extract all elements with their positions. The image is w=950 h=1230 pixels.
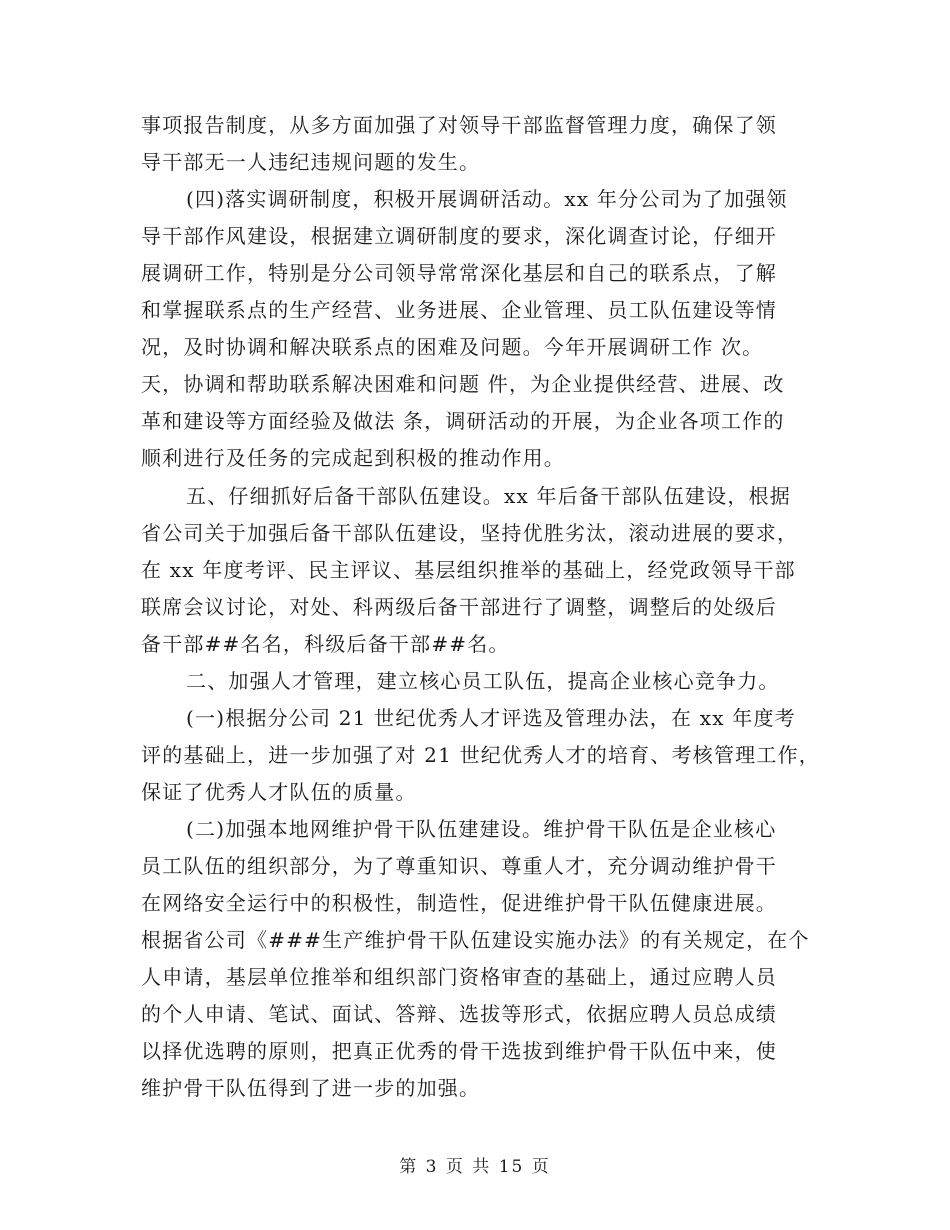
body-line: 事项报告制度，从多方面加强了对领导干部监督管理力度，确保了领: [141, 113, 777, 137]
section-heading: 二、加强人才管理，建立核心员工队伍，提高企业核心竞争力。: [186, 669, 780, 693]
body-line: 人申请，基层单位推举和组织部门资格审查的基础上，通过应聘人员: [141, 965, 777, 989]
body-line: 维护骨干队伍得到了进一步的加强。: [141, 1076, 481, 1100]
body-line: 根据省公司《###生产维护骨干队伍建设实施办法》的有关规定，在个: [141, 928, 810, 952]
body-line: 保证了优秀人才队伍的质量。: [141, 780, 417, 804]
body-line: 以择优选聘的原则，把真正优秀的骨干选拔到维护骨干队伍中来，使: [141, 1039, 777, 1063]
paragraph-start-line: (一)根据分公司 21 世纪优秀人才评选及管理办法，在 xx 年度考: [186, 706, 796, 730]
paragraph-start-line: (二)加强本地网维护骨干队伍建建设。维护骨干队伍是企业核心: [186, 817, 777, 841]
body-line: 导干部作风建设，根据建立调研制度的要求，深化调查讨论，仔细开: [141, 224, 777, 248]
body-line: 评的基础上，进一步加强了对 21 世纪优秀人才的培育、考核管理工作，: [141, 743, 820, 767]
body-line: 在 xx 年度考评、民主评议、基层组织推举的基础上，经党政领导干部: [141, 558, 796, 582]
paragraph-start-line: 五、仔细抓好后备干部队伍建设。xx 年后备干部队伍建设，根据: [186, 484, 791, 508]
body-line: 况，及时协调和解决联系点的困难及问题。今年开展调研工作 次。: [141, 335, 764, 359]
body-line: 备干部##名名，科级后备干部##名。: [141, 632, 510, 656]
body-line: 顺利进行及任务的完成起到积极的推动作用。: [141, 446, 565, 470]
body-line: 省公司关于加强后备干部队伍建设，坚持优胜劣汰，滚动进展的要求，: [141, 521, 799, 545]
body-line: 员工队伍的组织部分，为了尊重知识、尊重人才，充分调动维护骨干: [141, 854, 777, 878]
body-line: 展调研工作，特别是分公司领导常常深化基层和自己的联系点，了解: [141, 261, 777, 285]
body-line: 在网络安全运行中的积极性，制造性，促进维护骨干队伍健康进展。: [141, 891, 777, 915]
page-number-footer: 第 3 页 共 15 页: [399, 1157, 551, 1177]
body-line: 的个人申请、笔试、面试、答辩、选拔等形式，依据应聘人员总成绩: [141, 1002, 777, 1026]
body-line: 天，协调和帮助联系解决困难和问题 件，为企业提供经营、进展、改: [141, 372, 785, 396]
body-line: 革和建设等方面经验及做法 条，调研活动的开展，为企业各项工作的: [141, 409, 785, 433]
body-line: 和掌握联系点的生产经营、业务进展、企业管理、员工队伍建设等情: [141, 298, 777, 322]
body-line: 导干部无一人违纪违规问题的发生。: [141, 150, 481, 174]
body-line: 联席会议讨论，对处、科两级后备干部进行了调整，调整后的处级后: [141, 595, 777, 619]
paragraph-start-line: (四)落实调研制度，积极开展调研活动。xx 年分公司为了加强领: [186, 187, 788, 211]
